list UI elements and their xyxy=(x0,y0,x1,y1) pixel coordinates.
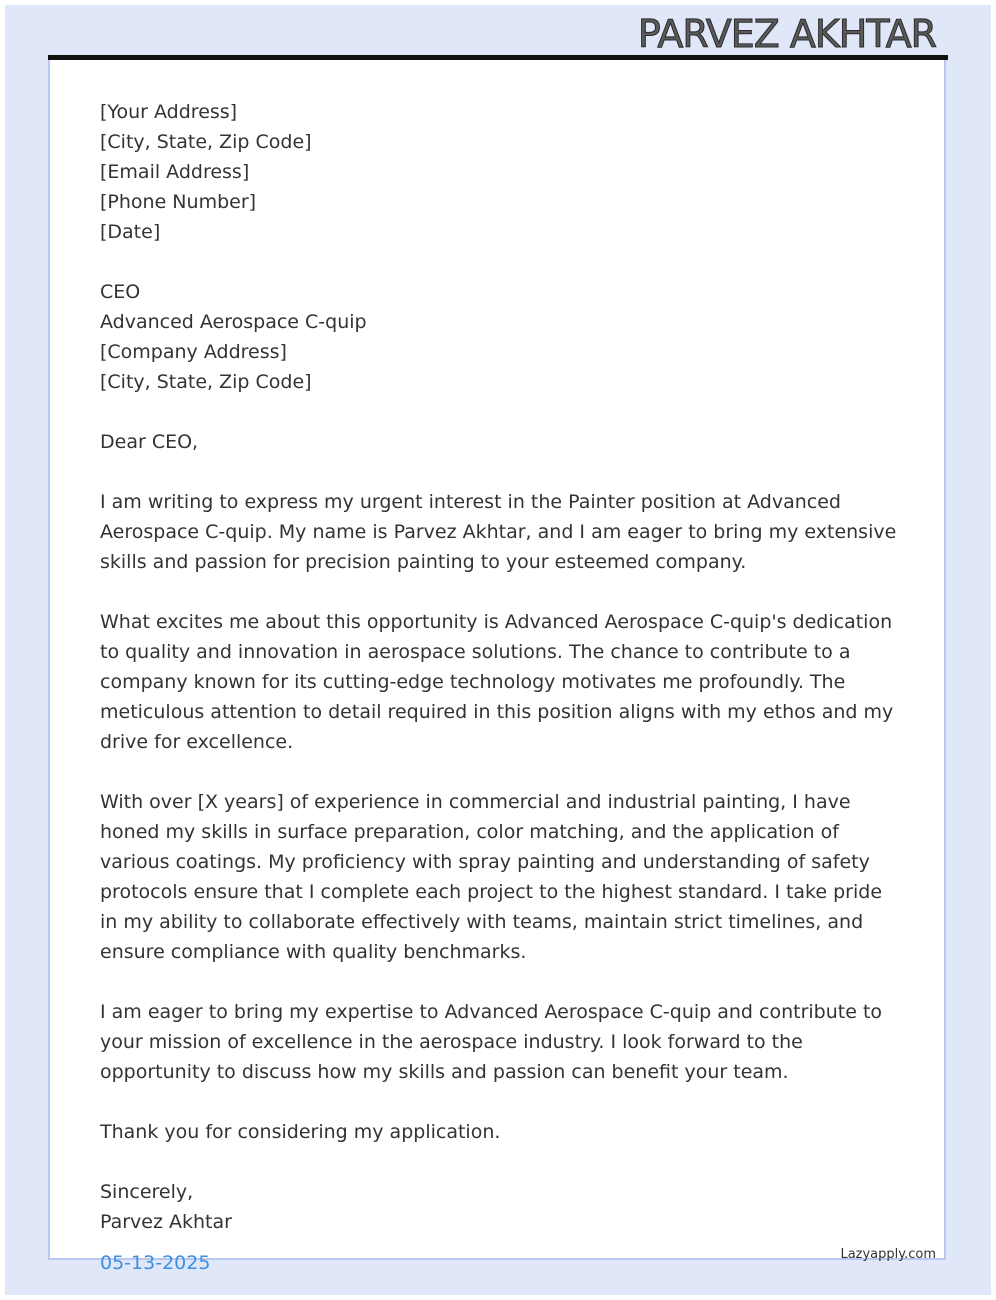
sender-city-state-zip: [City, State, Zip Code] xyxy=(100,131,312,153)
applicant-name-heading: PARVEZ AKHTAR xyxy=(637,12,936,56)
body-paragraph-thanks: Thank you for considering my application. xyxy=(100,1121,501,1143)
recipient-city-state-zip: [City, State, Zip Code] xyxy=(100,371,312,393)
sender-email: [Email Address] xyxy=(100,161,250,183)
greeting: Dear CEO, xyxy=(100,431,199,453)
recipient-address: [Company Address] xyxy=(100,341,287,363)
lazyapply-watermark: Lazyapply.com xyxy=(840,1247,936,1262)
sender-address: [Your Address] xyxy=(100,101,238,123)
body-paragraph-experience: With over [X years] of experience in commercial and industrial painting, I have honed my skills in surface preparation, color matching, and the application of various coatings. My proficiency with spray painting and understanding of safety protocols ensure that I complete each project to the highest standard. I take pride in my ability to collaborate effectively with teams, maintain strict timelines, and ensure compliance with quality benchmarks. xyxy=(100,791,883,963)
body-paragraph-intro: I am writing to express my urgent interest in the Painter position at Advanced Aerospace C-quip. My name is Parvez Akhtar, and I am eager to bring my extensive skills and passion for precision painting to your esteemed company. xyxy=(100,491,897,573)
footer-date: 05-13-2025 xyxy=(100,1252,211,1274)
cover-letter-body xyxy=(100,97,900,1237)
body-paragraph-closing: I am eager to bring my expertise to Advanced Aerospace C-quip and contribute to your mission of excellence in the aerospace industry. I look forward to the opportunity to discuss how my skills and passion can benefit your team. xyxy=(100,1001,883,1083)
signature-name: Parvez Akhtar xyxy=(100,1211,232,1233)
body-paragraph-motivation: What excites me about this opportunity is Advanced Aerospace C-quip's dedication to quality and innovation in aerospace solutions. The chance to contribute to a company known for its cutting-edge technology motivates me profoundly. The meticulous attention to detail required in this position aligns with my ethos and my drive for excellence. xyxy=(100,611,894,753)
recipient-block xyxy=(100,277,900,397)
sender-phone: [Phone Number] xyxy=(100,191,257,213)
valediction: Sincerely, xyxy=(100,1181,194,1203)
sender-date: [Date] xyxy=(100,221,161,243)
recipient-company: Advanced Aerospace C-quip xyxy=(100,311,367,333)
recipient-title: CEO xyxy=(100,281,141,303)
sender-block xyxy=(100,97,900,247)
